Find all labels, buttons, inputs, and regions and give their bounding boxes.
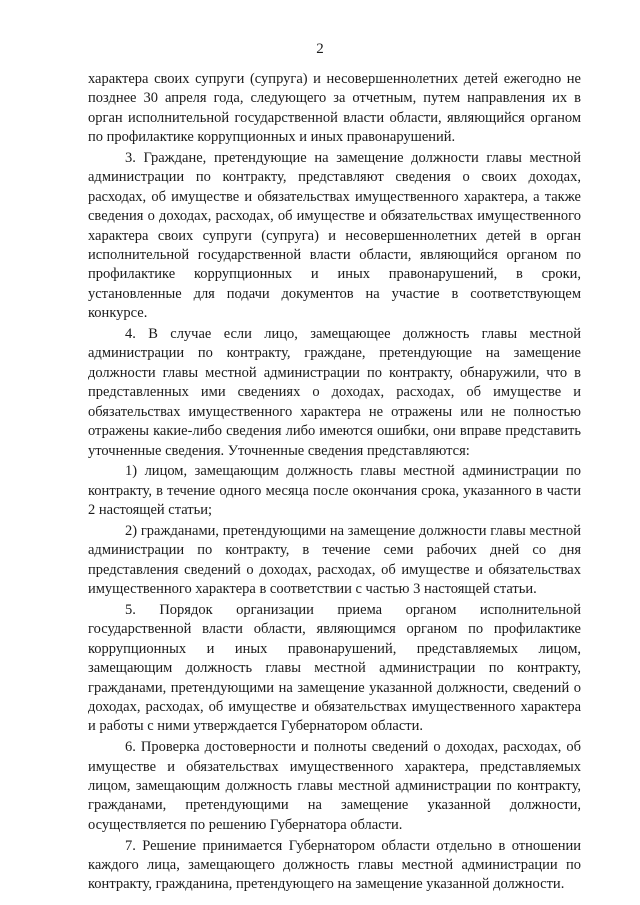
paragraph-item-6: 6. Проверка достоверности и полноты сведений о доходах, расходах, об имуществе и обязательствах имущественного характера, представляемых лицом, замещающим должность главы местной администрации по контракту, гражданами, претендующими на замещение указанной должности, осуществляется по решению Губернатора области.: [88, 739, 581, 833]
paragraph-continuation: характера своих супруги (супруга) и несовершеннолетних детей ежегодно не позднее 30 апреля года, следующего за отчетным, путем направления их в орган исполнительной государственной власти области, являющийся органом по профилактике коррупционных и иных правонарушений.: [88, 71, 581, 146]
paragraph-item-3: 3. Граждане, претендующие на замещение должности главы местной администрации по контракту, представляют сведения о своих доходах, расходах, об имуществе и обязательствах имущественного характера, а также сведения о доходах, расходах, об имуществе и обязательствах имущественного характера своих супруги (супруга) и несовершеннолетних детей в орган исполнительной государственной власти области, являющийся органом по профилактике коррупционных и иных правонарушений, в сроки, установленные для подачи документов на участие в соответствующем конкурсе.: [88, 150, 581, 322]
page-number: 2: [316, 41, 324, 57]
paragraph-subitem-2: 2) гражданами, претендующими на замещение должности главы местной администрации по контракту, в течение семи рабочих дней со дня представления сведений о доходах, расходах, об имуществе и обязательствах имущественного характера в соответствии с частью 3 настоящей статьи.: [88, 522, 581, 598]
paragraph-item-5: 5. Порядок организации приема органом исполнительной государственной власти области, являющимся органом по профилактике коррупционных и иных правонарушений, представляемых лицом, замещающим должность главы местной администрации по контракту, гражданами, претендующими на замещение указанной должности, сведений о доходах, расходах, об имуществе и обязательствах имущественного характера и работы с ними утверждается Губернатором области.: [88, 601, 581, 735]
paragraph-item-7: 7. Решение принимается Губернатором области отдельно в отношении каждого лица, замещающего должность главы местной администрации по контракту, гражданина, претендующего на замещение указанной должности.: [88, 837, 581, 893]
paragraph-subitem-1: 1) лицом, замещающим должность главы местной администрации по контракту, в течение одного месяца после окончания срока, указанного в части 2 настоящей статьи;: [88, 463, 581, 519]
paragraph-item-4: 4. В случае если лицо, замещающее должность главы местной администрации по контракту, граждане, претендующие на замещение должности главы местной администрации по контракту, обнаружили, что в представленных ими сведениях о доходах, расходах, об имуществе и обязательствах имущественного характера не отражены или не полностью отражены какие-либо сведения либо имеются ошибки, они вправе представить уточненные сведения. Уточненные сведения представляются:: [88, 326, 581, 459]
document-body: [88, 70, 581, 895]
